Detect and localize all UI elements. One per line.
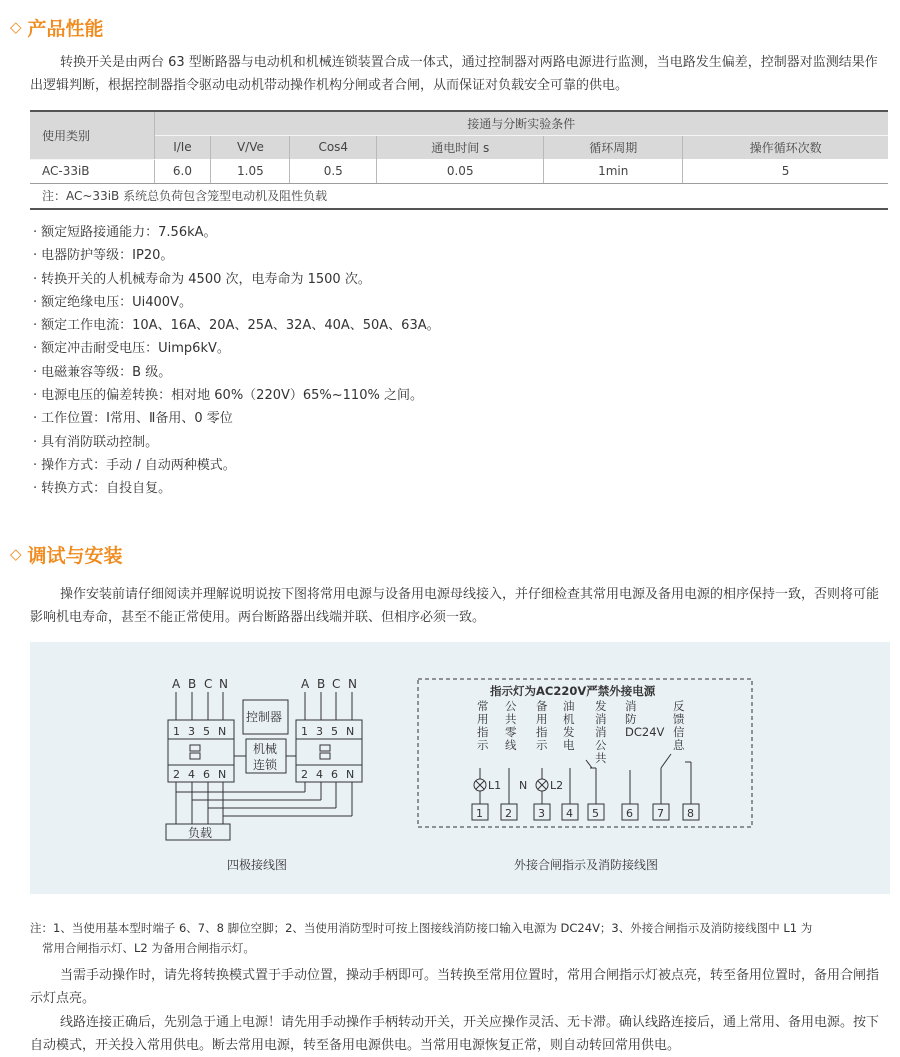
col-label-6: 消防 DC24V: [625, 699, 665, 739]
feature-list: [33, 221, 440, 501]
svg-text:机械: 机械: [253, 742, 278, 756]
indicator-diagram: [418, 679, 752, 872]
svg-text:1: 1: [301, 725, 308, 738]
svg-text:3: 3: [538, 807, 545, 820]
list-item: · 电源电压的偏差转换：相对地 60%（220V）65%~110% 之间。: [33, 384, 440, 407]
group-header: 接通与分断实验条件: [154, 111, 888, 135]
column-header: 操作循环次数: [683, 135, 888, 159]
value-cell: 1.05: [211, 159, 290, 183]
phase-label: N: [348, 677, 357, 691]
intro-paragraph: 转换开关是由两台 63 型断路器与电动机和机械连锁装置合成一体式，通过控制器对两路电源进行监测，当电路发生偏差，控制器对监测结果作出逻辑判断，根据控制器指令驱动电动机带动操作机构分闸或者合闸，从而保证对负载安全可靠的供电。: [30, 55, 878, 93]
install-paragraph: 操作安装前请仔细阅读并理解说明说按下图将常用电源与设备用电源母线接入，并仔细检查其常用电源及备用电源的相序保持一致，否则将可能影响机电寿命，甚至不能正常使用。两台断路器出线端并联、但相序必须一致。: [30, 587, 880, 625]
svg-text:1: 1: [173, 725, 180, 738]
svg-text:N: N: [218, 768, 227, 781]
col-label-7: 反馈信息: [673, 699, 685, 752]
list-item: · 转换开关的人机械寿命为 4500 次，电寿命为 1500 次。: [33, 268, 440, 291]
diagram-caption-right: 外接合闸指示及消防接线图: [514, 858, 659, 872]
section-heading-performance: [10, 14, 104, 41]
list-item: · 额定工作电流：10A、16A、20A、25A、32A、40A、50A、63A。: [33, 314, 440, 337]
svg-text:3: 3: [188, 725, 195, 738]
list-item: · 额定绝缘电压：Ui400V。: [33, 291, 440, 314]
svg-text:N: N: [346, 768, 355, 781]
dashed-frame: [418, 679, 752, 827]
phase-label: B: [317, 677, 326, 691]
wiring-notes: [30, 918, 890, 958]
column-header: V/Ve: [211, 135, 290, 159]
list-item: · 电磁兼容等级：B 级。: [33, 361, 440, 384]
table-row: [30, 159, 888, 183]
value-cell: 0.5: [290, 159, 377, 183]
list-item: · 转换方式：自投自复。: [33, 477, 440, 500]
phase-label: C: [332, 677, 341, 691]
load-label: 负载: [188, 826, 213, 840]
indicator-header: 指示灯为AC220V严禁外接电源: [490, 684, 656, 698]
four-pole-diagram: [166, 677, 362, 872]
col-label-5: 发消消公共: [595, 699, 607, 765]
svg-text:L2: L2: [550, 779, 564, 792]
column-header: Cos4: [290, 135, 377, 159]
manual-operation-paragraph: 当需手动操作时，请先将转换模式置于手动位置，操动手柄即可。当转换至常用位置时，常用合闸指示灯被点亮，转至备用位置时，备用合闸指示灯点亮。: [30, 968, 880, 1006]
svg-text:2: 2: [173, 768, 180, 781]
svg-text:连锁: 连锁: [253, 758, 278, 772]
diamond-icon: ◇: [10, 545, 22, 563]
svg-text:7: 7: [657, 807, 664, 820]
startup-paragraph: 线路连接正确后，先别急于通上电源！请先用手动操作手柄转动开关，开关应操作灵活、无卡滞。确认线路连接后，通上常用、备用电源。按下自动模式，开关投入常用供电。断去常用电源，转至备用电源供电。当常用电源恢复正常，则自动转回常用供电。: [30, 1015, 880, 1053]
list-item: · 工作位置：Ⅰ常用、Ⅱ备用、0 零位: [33, 407, 440, 430]
value-cell: 5: [683, 159, 888, 183]
svg-text:N: N: [519, 779, 528, 792]
column-header: 通电时间 s: [377, 135, 544, 159]
svg-text:3: 3: [316, 725, 323, 738]
column-header: I/Ie: [154, 135, 211, 159]
category-cell: AC-33iB: [30, 159, 154, 183]
col-label-1: 常用指示: [477, 699, 489, 752]
value-cell: 0.05: [377, 159, 544, 183]
col-label-4: 油机发电: [563, 699, 575, 752]
note-line: 注：1、当使用基本型时端子 6、7、8 脚位空脚；2、当使用消防型时可按上图接线消防接口输入电源为 DC24V；3、外接合闸指示及消防接线图中 L1 为: [30, 921, 813, 935]
svg-text:6: 6: [203, 768, 210, 781]
diamond-icon: ◇: [10, 18, 22, 36]
list-item: · 具有消防联动控制。: [33, 431, 440, 454]
svg-text:4: 4: [188, 768, 195, 781]
wiring-diagram-panel: [30, 642, 890, 894]
list-item: · 电器防护等级：IP20。: [33, 244, 440, 267]
svg-text:L1: L1: [488, 779, 502, 792]
col-label-2: 公共零线: [505, 699, 517, 752]
diagram-caption-left: 四极接线图: [227, 858, 288, 872]
svg-text:6: 6: [626, 807, 633, 820]
svg-text:6: 6: [331, 768, 338, 781]
svg-text:5: 5: [331, 725, 338, 738]
category-header: 使用类别: [30, 111, 154, 159]
svg-text:8: 8: [687, 807, 694, 820]
value-cell: 6.0: [154, 159, 211, 183]
svg-text:5: 5: [592, 807, 599, 820]
table-note: 注：AC~33iB 系统总负荷包含笼型电动机及阻性负载: [30, 183, 888, 209]
svg-text:5: 5: [203, 725, 210, 738]
phase-label: A: [172, 677, 181, 691]
note-line: 常用合闸指示灯、L2 为备用合闸指示灯。: [42, 941, 255, 955]
svg-text:1: 1: [476, 807, 483, 820]
wiring-diagram: [30, 642, 890, 894]
svg-text:2: 2: [505, 807, 512, 820]
svg-text:4: 4: [566, 807, 573, 820]
phase-label: C: [204, 677, 213, 691]
phase-label: N: [219, 677, 228, 691]
controller-label: 控制器: [246, 710, 283, 724]
phase-label: B: [188, 677, 197, 691]
section-title: 调试与安装: [27, 545, 123, 567]
list-item: · 额定冲击耐受电压：Uimp6kV。: [33, 337, 440, 360]
column-header: 循环周期: [544, 135, 683, 159]
col-label-3: 备用指示: [536, 699, 548, 752]
phase-label: A: [301, 677, 310, 691]
value-cell: 1min: [544, 159, 683, 183]
svg-text:N: N: [346, 725, 355, 738]
section-heading-installation: [10, 541, 123, 568]
list-item: · 额定短路接通能力：7.56kA。: [33, 221, 440, 244]
list-item: · 操作方式：手动 / 自动两种模式。: [33, 454, 440, 477]
svg-text:2: 2: [301, 768, 308, 781]
svg-text:N: N: [218, 725, 227, 738]
section-title: 产品性能: [27, 18, 104, 40]
svg-text:4: 4: [316, 768, 323, 781]
spec-table: [30, 110, 888, 210]
